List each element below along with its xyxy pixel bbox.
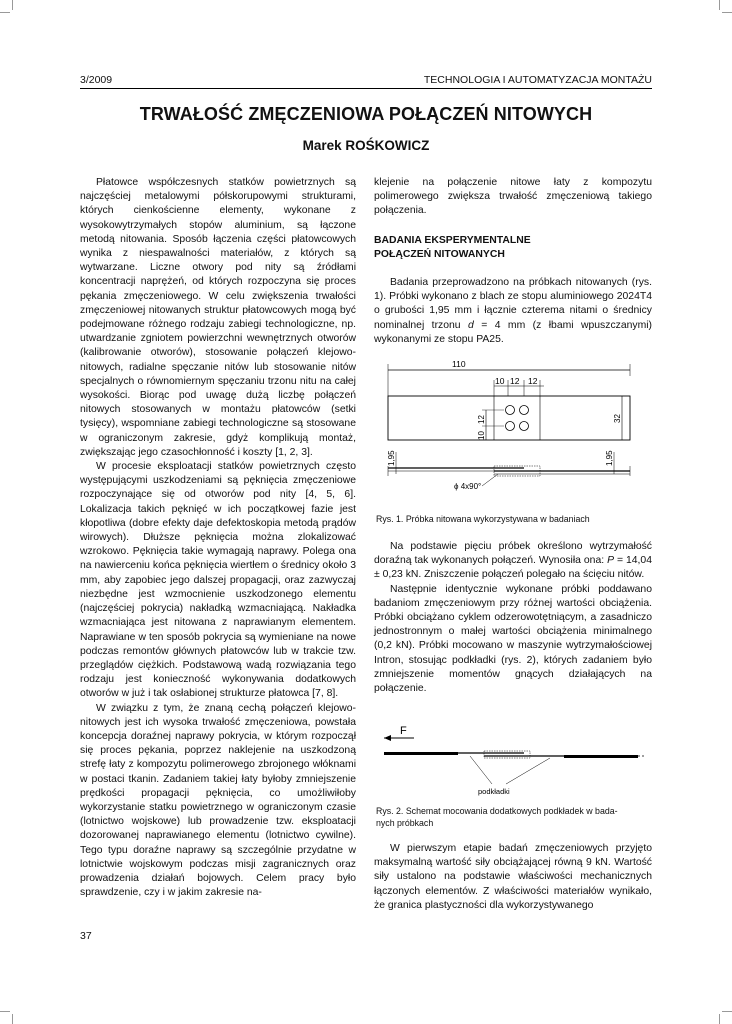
issue-number: 3/2009	[80, 74, 113, 86]
dim-12a: 12	[510, 376, 520, 386]
crop-mark	[0, 12, 10, 13]
right-column-continuation	[374, 176, 652, 219]
paragraph: W procesie eksploatacji statków powietrznych często występującymi uszkodzeniami są pęknięcia zmęczeniowe rozpoczynające się od otworów pod nity [4, 5, 6]. Lokalizacja takich pęknięć w ich początkowej fazie jest kłopotliwa (dobre efekty daje defektoskopia metodą prądów wirowych). Dłuższe pęknięcia można zlokalizować wzrokowo. Pęknięcia takie wymagają naprawy. Polega ona na nawierceniu końca pęknięcia wiertłem o średnicy około 3 mm, aby zapobiec jego dalszej propagacji, oraz zazwyczaj niezbędne jest wzmocnienie uszkodzonego elementu (najczęściej pokrycia) nakładką wzmacniającą. Nakładka wzmacniająca jest nitowana z naprawianym elementem. Naprawiane w ten sposób pokrycia są wymieniane na nowe podczas remontów głównych płatowców lub w trakcie tzw. przeglądów ciężkich. Podstawową wadą rozwiązania tego rodzaju jest konieczność wykonywania dodatkowych otworów w już i tak osłabionej strukturze płatowca [7, 8].	[80, 461, 356, 700]
paragraph	[374, 540, 652, 583]
section-paragraph	[374, 276, 652, 347]
section-heading	[374, 234, 652, 262]
crop-mark	[719, 0, 720, 10]
article-title: TRWAŁOŚĆ ZMĘCZENIOWA POŁĄCZEŃ NITOWYCH	[139, 104, 593, 124]
crop-mark	[12, 1014, 13, 1024]
final-paragraph	[374, 842, 652, 913]
dim-12b: 12	[528, 376, 538, 386]
dim-110: 110	[452, 359, 466, 369]
figure-2-caption	[376, 806, 618, 829]
header-rule	[80, 88, 652, 89]
paragraph: W związku z tym, że znaną cechą połączeń klejowo-nitowych jest ich wysoka trwałość zmęczeniowa, powstała koncepcja doraźnej naprawy pokrycia, w którym rozpoczął się proces pękania, poprzez naklejenie na uszkodzoną strefę łaty z kompozytu polimerowego zbrojonego włóknami w postaci tkanin. Zadaniem takiej łaty byłoby zmniejszenie prędkości propagacji pęknięcia, co umożliwiłoby wykorzystanie statku powietrznego w ograniczonym czasie (lotnictwo wojskowe) lub prowadzenie tzw. eksploatacji dozorowanej naprawianego elementu (lotnictwo cywilne). Tego typu doraźne naprawy są szczególnie przydatne w lotnictwie wojskowym podczas misji zagranicznych oraz prowadzenia działań bojowych. Celem pracy było sprawdzenie, czy i w jakim zakresie na-	[80, 702, 356, 899]
text: Na podstawie pięciu próbek określono wytrzymałość doraźną tak wykonanych połączeń. Wynosiła ona:	[374, 541, 652, 567]
left-column	[80, 176, 356, 900]
text: Badania przeprowadzono na próbkach nitowanych (rys. 1). Próbki wykonano z blach ze stopu aluminiowego 2024T4 o grubości 1,95 mm i łącznie czterema nitami o średnicy nominalnej trzonu	[374, 277, 652, 331]
crop-mark	[12, 0, 13, 10]
paragraph: klejenie na połączenie nitowe łaty z kompozytu polimerowego zwiększa trwałość zmęczeniową takiego połączenia.	[374, 177, 652, 217]
dim-32: 32	[613, 414, 622, 423]
caption-line: nych próbkach	[376, 817, 434, 828]
article-author: Marek ROŚKOWICZ	[302, 138, 430, 153]
chamfer-label: ϕ 4x90°	[454, 482, 482, 491]
force-label: F	[400, 725, 407, 737]
figure-2-drawing	[374, 722, 654, 802]
crop-mark	[0, 1011, 10, 1012]
pads-label: podkładki	[478, 787, 510, 796]
section-heading-line1: BADANIA EKSPERYMENTALNE	[374, 235, 531, 246]
figure-1-drawing	[374, 356, 654, 496]
results-block	[374, 540, 652, 696]
page-number: 37	[80, 930, 92, 942]
crop-mark	[722, 1011, 732, 1012]
symbol-d: d	[468, 319, 474, 331]
dim-v12: 12	[477, 415, 486, 424]
paragraph	[374, 276, 652, 347]
figure-1-caption: Rys. 1. Próbka nitowana wykorzystywana w badaniach	[376, 514, 590, 524]
text: = 4 mm (z łbami wpuszczanymi) wykonanymi ze stopu PA25.	[374, 319, 653, 345]
thickness-right: 1,95	[605, 450, 614, 466]
paragraph: Następnie identycznie wykonane próbki poddawano badaniom zmęczeniowym przy różnej wartości obciążenia. Próbki obciążano cyklem odzerowotętniącym, a zasadniczo jednostronnym o małej wartości obciążenia minimalnego (0,2 kN). Próbki mocowano w maszynie wytrzymałościowej Intron, stosując podkładki (rys. 2), których zadaniem było zmniejszenie momentów gnących działających na połączenie.	[374, 583, 652, 695]
symbol-p: P	[607, 555, 615, 567]
crop-mark	[722, 12, 732, 13]
text: = 14,04 ± 0,23 kN. Zniszczenie połączeń polegało na ścięciu nitów.	[374, 555, 652, 581]
dim-10: 10	[495, 376, 505, 386]
thickness-left: 1,95	[387, 450, 396, 466]
crop-mark	[719, 1014, 720, 1024]
section-heading-line2: POŁĄCZEŃ NITOWANYCH	[374, 249, 505, 261]
caption-line: Rys. 2. Schemat mocowania dodatkowych podkładek w bada-	[376, 806, 618, 816]
journal-name: TECHNOLOGIA I AUTOMATYZACJA MONTAŻU	[423, 74, 652, 86]
dim-v10: 10	[477, 431, 486, 440]
paragraph: Płatowce współczesnych statków powietrznych są najczęściej metalowymi półskorupowymi strukturami, których cienkościenne elementy, wykonane z wysokowytrzymałych stopów aluminium, są łączone metodą nitowania. Sposób łączenia części płatowcowych wynika z niespawalności materiałów, z których są wytwarzane. Liczne otwory pod nity są źródłami koncentracji naprężeń, od których rozpoczyna się proces pękania zmęczeniowego. W celu zwiększenia trwałości zmęczeniowej nitowanych struktur płatowcowych mogą być podejmowane różnego rodzaju zabiegi technologiczne, np. utwardzanie zgniotem powierzchni wewnętrznych otworów (kalibrowanie otworów), stosowanie połączeń klejowo-nitowych, radialne spęczanie nitów lub stosowanie nitów specjalnych o równomiernym spęczaniu trzonu nitu na całej wysokości. Biorąc pod uwagę dużą liczbę połączeń nitowych stosowanych w montażu płatowców (setki tysięcy), wspomniane zabiegi technologiczne są stosowane w ograniczonym zakresie, gdyż komplikują montaż, zwiększając jego czasochłonność i koszty [1, 2, 3].	[80, 177, 356, 458]
paragraph: W pierwszym etapie badań zmęczeniowych przyjęto maksymalną wartość siły obciążającej równą 9 kN. Wartość siły ustalono na podstawie właściwości mechanicznych łączonych elementów. Z właściwości materiałów wynikało, że granica plastyczności dla wykorzystywanego	[374, 843, 652, 911]
